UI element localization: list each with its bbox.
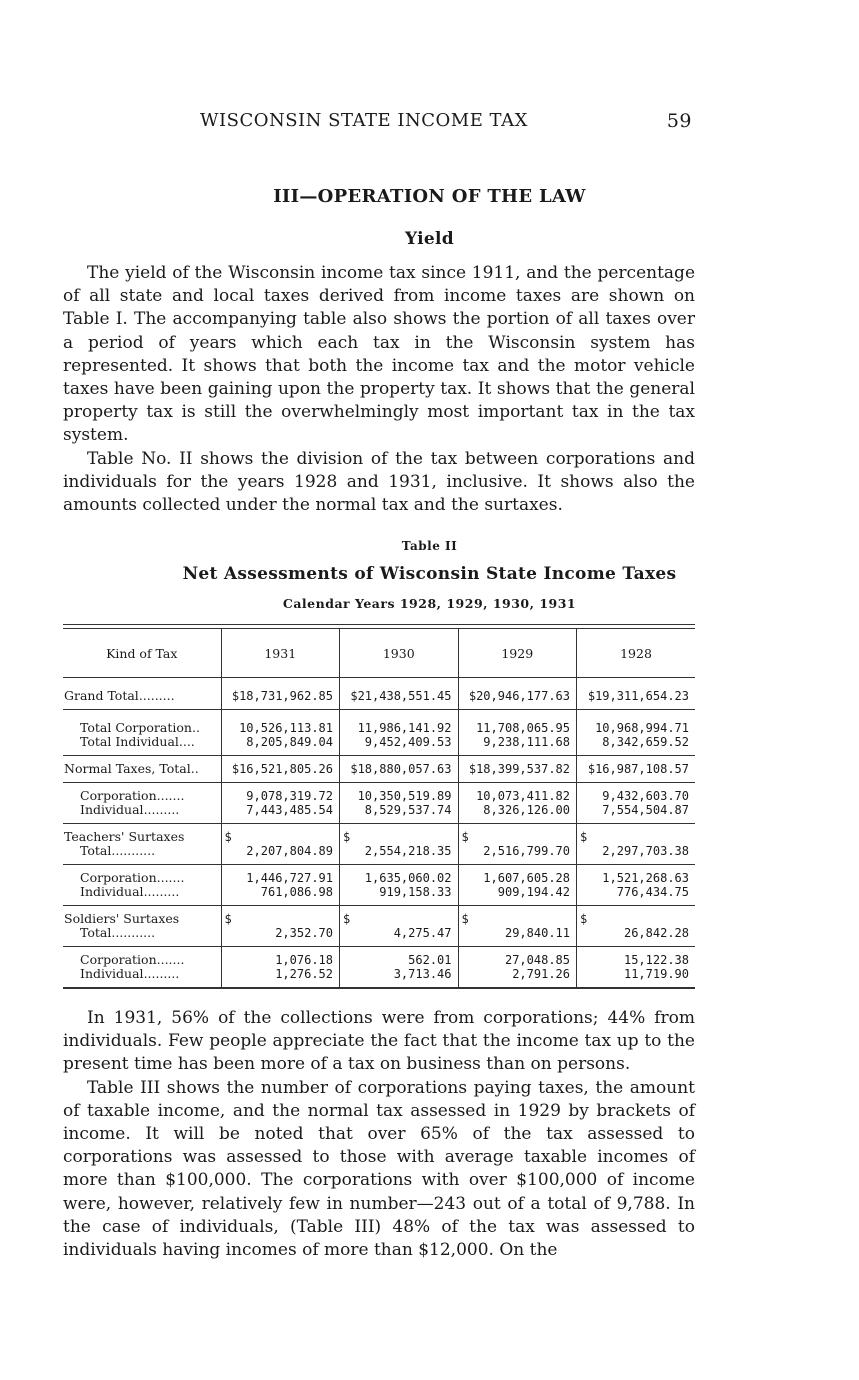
table-cell: 9,432,603.70 7,554,504.87 [577, 783, 696, 824]
row-label: Corporation....... Individual......... [63, 947, 221, 988]
table-cell: 1,076.18 1,276.52 [221, 947, 340, 988]
table-cell: $16,521,805.26 [221, 756, 340, 783]
table-cell: 15,122.38 11,719.90 [577, 947, 696, 988]
table-cell: 562.01 3,713.46 [340, 947, 459, 988]
section-title: III—OPERATION OF THE LAW [273, 186, 586, 207]
table-cell: $ 2,207,804.89 [221, 824, 340, 865]
row-label: Teachers' Surtaxes Total........... [63, 824, 221, 865]
table-cell: 1,635,060.02 919,158.33 [340, 865, 459, 906]
table-cell: $16,987,108.57 [577, 756, 696, 783]
row-label: Total Corporation.. Total Individual.... [63, 715, 221, 756]
row-label: Corporation....... Individual......... [63, 783, 221, 824]
table-cell: 11,986,141.92 9,452,409.53 [340, 715, 459, 756]
paragraph: Table III shows the number of corporations paying taxes, the amount of taxable income, and the normal tax assessed in 1929 by brackets of income. It will be noted that over 65% of the tax assessed to corporations was assessed to those with average taxable incomes of more than $100,000. The corporations with over $100,000 of income were, however, relatively few in number—243 out of a total of 9,788. In the case of individuals, (Table III) 48% of the tax was assessed to individuals having incomes of more than $12,000. On the [63, 1077, 695, 1261]
row-label: Normal Taxes, Total.. [63, 756, 221, 783]
table-cell: 1,446,727.91 761,086.98 [221, 865, 340, 906]
running-head-title: WISCONSIN STATE INCOME TAX [200, 110, 528, 131]
table-cell: 10,073,411.82 8,326,126.00 [458, 783, 577, 824]
column-header: 1928 [577, 629, 696, 678]
table-cell: $ 2,297,703.38 [577, 824, 696, 865]
table-subtitle: Calendar Years 1928, 1929, 1930, 1931 [282, 596, 577, 611]
table-row [63, 906, 695, 947]
table-cell: 1,607,605.28 909,194.42 [458, 865, 577, 906]
row-label: Corporation....... Individual......... [63, 865, 221, 906]
table-row [63, 824, 695, 865]
table-cell: $ 26,842.28 [577, 906, 696, 947]
closing-paragraphs [63, 1007, 695, 1262]
column-header: 1930 [340, 629, 459, 678]
table-cell: 11,708,065.95 9,238,111.68 [458, 715, 577, 756]
table-header-row [63, 629, 695, 678]
paragraph: The yield of the Wisconsin income tax since 1911, and the percentage of all state and local taxes derived from income taxes are shown on Table I. The accompanying table also shows the portion of all taxes over a period of years which each tax in the Wisconsin system has represented. It shows that both the income tax and the motor vehicle taxes have been gaining upon the property tax. It shows that the general property tax is still the overwhelmingly most important tax in the tax system. [63, 263, 695, 446]
column-header: 1931 [221, 629, 340, 678]
table-bottom-rule [63, 988, 695, 989]
paragraph: Table No. II shows the division of the tax between corporations and individuals for the years 1928 and 1931, inclusive. It shows also the amounts collected under the normal tax and the surtaxes. [63, 448, 695, 516]
table-cell: $ 2,516,799.70 [458, 824, 577, 865]
table-cell: 1,521,268.63 776,434.75 [577, 865, 696, 906]
table-cell: 27,048.85 2,791.26 [458, 947, 577, 988]
table-row [63, 783, 695, 824]
table-label: Table II [401, 539, 458, 553]
table-cell: 9,078,319.72 7,443,485.54 [221, 783, 340, 824]
table-row [63, 756, 695, 783]
table-cell: 10,968,994.71 8,342,659.52 [577, 715, 696, 756]
table-cell: $18,880,057.63 [340, 756, 459, 783]
table-cell: $21,438,551.45 [340, 683, 459, 710]
row-label: Soldiers' Surtaxes Total........... [63, 906, 221, 947]
table-row [63, 715, 695, 756]
table-cell: $19,311,654.23 [577, 683, 696, 710]
table-cell: 10,526,113.81 8,205,849.04 [221, 715, 340, 756]
table-cell: $ 4,275.47 [340, 906, 459, 947]
column-header: 1929 [458, 629, 577, 678]
net-assessments-table [63, 624, 695, 989]
column-header: Kind of Tax [63, 629, 221, 678]
table-row [63, 865, 695, 906]
table-title: Net Assessments of Wisconsin State Income Taxes [182, 564, 677, 584]
table-cell: $18,731,962.85 [221, 683, 340, 710]
table-cell: 10,350,519.89 8,529,537.74 [340, 783, 459, 824]
table-row [63, 947, 695, 988]
table-cell: $ 2,554,218.35 [340, 824, 459, 865]
page-number: 59 [666, 110, 692, 132]
table-grid [63, 629, 695, 988]
table-cell: $18,399,537.82 [458, 756, 577, 783]
table-cell: $ 2,352.70 [221, 906, 340, 947]
table-row [63, 683, 695, 710]
table-cell: $20,946,177.63 [458, 683, 577, 710]
intro-paragraphs [63, 262, 695, 517]
row-label: Grand Total......... [63, 683, 221, 710]
table-cell: $ 29,840.11 [458, 906, 577, 947]
paragraph: In 1931, 56% of the collections were from corporations; 44% from individuals. Few people appreciate the fact that the income tax up to the present time has been more of a tax on business than on persons. [63, 1008, 695, 1075]
subsection-title: Yield [405, 229, 454, 249]
